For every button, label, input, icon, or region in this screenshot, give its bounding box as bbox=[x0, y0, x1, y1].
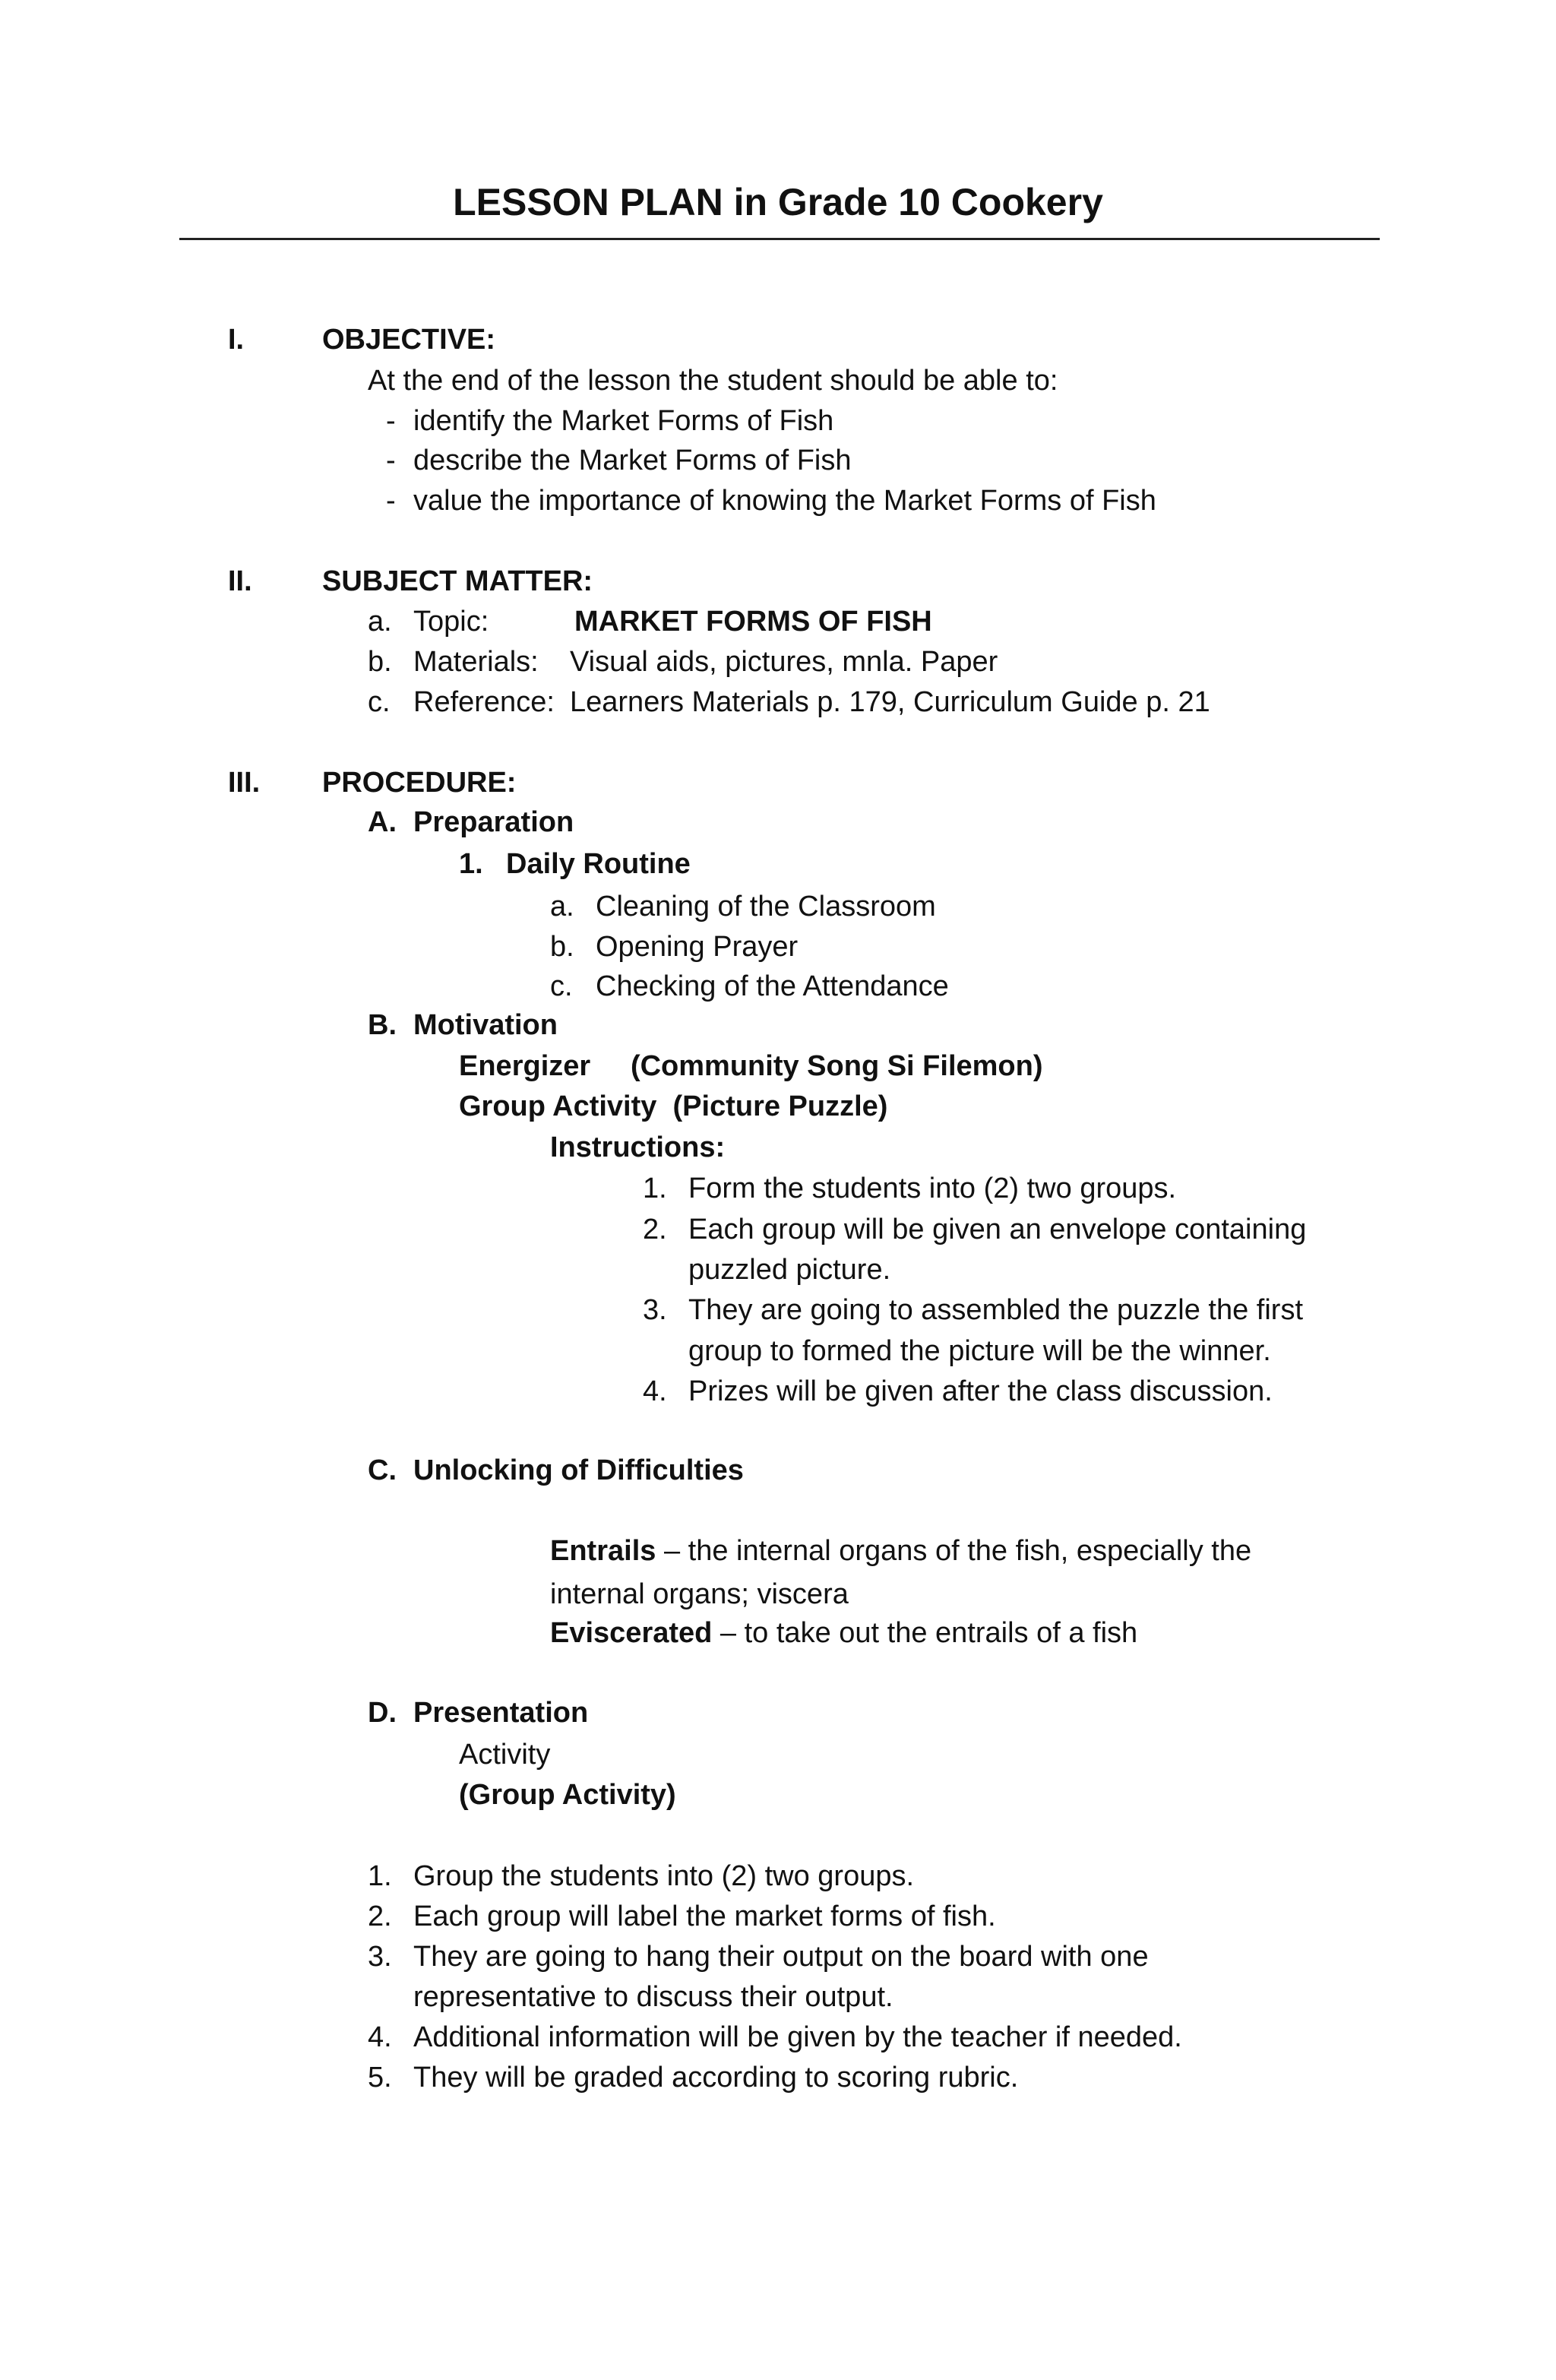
subject-row-label: Topic: bbox=[413, 606, 489, 638]
objective-intro: At the end of the lesson the student should be able to: bbox=[368, 365, 1058, 397]
vocabulary-term: Eviscerated bbox=[550, 1617, 713, 1649]
group-activity-label: (Group Activity) bbox=[459, 1779, 676, 1811]
step-marker: 5. bbox=[368, 2062, 392, 2094]
subject-row-label: Reference: bbox=[413, 686, 555, 718]
vocabulary-entry bbox=[550, 1616, 1137, 1650]
subject-row-label: Materials: bbox=[413, 646, 539, 678]
objective-item: describe the Market Forms of Fish bbox=[413, 445, 852, 476]
materials-value: Visual aids, pictures, mnla. Paper bbox=[570, 646, 998, 678]
unlocking-label: Unlocking of Difficulties bbox=[413, 1454, 744, 1486]
step-text: Each group will label the market forms of fish. bbox=[413, 1901, 996, 1932]
reference-value: Learners Materials p. 179, Curriculum Guide p. 21 bbox=[570, 686, 1210, 718]
instruction-text: group to formed the picture will be the winner. bbox=[688, 1335, 1271, 1367]
preparation-label: Preparation bbox=[413, 806, 574, 838]
objective-bullet: - bbox=[386, 485, 396, 517]
title-underline bbox=[179, 238, 1380, 240]
vocabulary-definition: – the internal organs of the fish, especially the bbox=[656, 1535, 1252, 1567]
routine-item: Checking of the Attendance bbox=[596, 970, 949, 1002]
activity-label: Activity bbox=[459, 1739, 551, 1771]
instruction-text: Form the students into (2) two groups. bbox=[688, 1173, 1177, 1204]
unlocking-marker: C. bbox=[368, 1454, 397, 1486]
daily-routine-marker: 1. bbox=[459, 848, 483, 880]
routine-item-marker: b. bbox=[550, 931, 574, 963]
group-activity-line: Group Activity (Picture Puzzle) bbox=[459, 1090, 888, 1122]
preparation-marker: A. bbox=[368, 806, 397, 838]
objective-item: value the importance of knowing the Market Forms of Fish bbox=[413, 485, 1156, 517]
routine-item-marker: a. bbox=[550, 891, 574, 923]
objective-bullet: - bbox=[386, 405, 396, 437]
topic-value: MARKET FORMS OF FISH bbox=[574, 606, 932, 638]
routine-item-marker: c. bbox=[550, 970, 573, 1002]
subject-row-marker: a. bbox=[368, 606, 392, 638]
routine-item: Opening Prayer bbox=[596, 931, 799, 963]
instruction-marker: 3. bbox=[643, 1294, 667, 1326]
subject-matter-numeral: II. bbox=[228, 565, 252, 597]
instruction-marker: 4. bbox=[643, 1375, 667, 1407]
instruction-text: They are going to assembled the puzzle the first bbox=[688, 1294, 1304, 1326]
vocabulary-definition: – to take out the entrails of a fish bbox=[712, 1617, 1138, 1649]
step-text: They will be graded according to scoring rubric. bbox=[413, 2062, 1019, 2094]
vocabulary-term: Entrails bbox=[550, 1535, 656, 1567]
step-marker: 4. bbox=[368, 2021, 392, 2053]
instruction-text: puzzled picture. bbox=[688, 1254, 891, 1286]
step-marker: 1. bbox=[368, 1860, 392, 1892]
instruction-text: Each group will be given an envelope containing bbox=[688, 1214, 1307, 1245]
step-text: Additional information will be given by the teacher if needed. bbox=[413, 2021, 1182, 2053]
objective-numeral: I. bbox=[228, 324, 245, 356]
step-text: representative to discuss their output. bbox=[413, 1981, 893, 2013]
motivation-marker: B. bbox=[368, 1009, 397, 1041]
page-title: LESSON PLAN in Grade 10 Cookery bbox=[453, 181, 1103, 223]
instruction-text: Prizes will be given after the class discussion. bbox=[688, 1375, 1273, 1407]
procedure-heading: PROCEDURE: bbox=[322, 767, 517, 799]
subject-row-marker: b. bbox=[368, 646, 392, 678]
step-marker: 2. bbox=[368, 1901, 392, 1932]
step-marker: 3. bbox=[368, 1941, 392, 1973]
routine-item: Cleaning of the Classroom bbox=[596, 891, 936, 923]
instructions-label: Instructions: bbox=[550, 1131, 726, 1163]
vocabulary-definition: internal organs; viscera bbox=[550, 1578, 849, 1610]
step-text: They are going to hang their output on the board with one bbox=[413, 1941, 1149, 1973]
objective-item: identify the Market Forms of Fish bbox=[413, 405, 834, 437]
objective-bullet: - bbox=[386, 445, 396, 476]
step-text: Group the students into (2) two groups. bbox=[413, 1860, 915, 1892]
vocabulary-entry bbox=[550, 1533, 1251, 1568]
instruction-marker: 2. bbox=[643, 1214, 667, 1245]
subject-row-marker: c. bbox=[368, 686, 391, 718]
instruction-marker: 1. bbox=[643, 1173, 667, 1204]
objective-heading: OBJECTIVE: bbox=[322, 324, 496, 356]
motivation-label: Motivation bbox=[413, 1009, 558, 1041]
daily-routine-label: Daily Routine bbox=[506, 848, 691, 880]
procedure-numeral: III. bbox=[228, 767, 261, 799]
subject-matter-heading: SUBJECT MATTER: bbox=[322, 565, 593, 597]
presentation-label: Presentation bbox=[413, 1697, 589, 1729]
vocabulary-entry bbox=[550, 1577, 849, 1612]
energizer-line: Energizer (Community Song Si Filemon) bbox=[459, 1050, 1043, 1082]
presentation-marker: D. bbox=[368, 1697, 397, 1729]
